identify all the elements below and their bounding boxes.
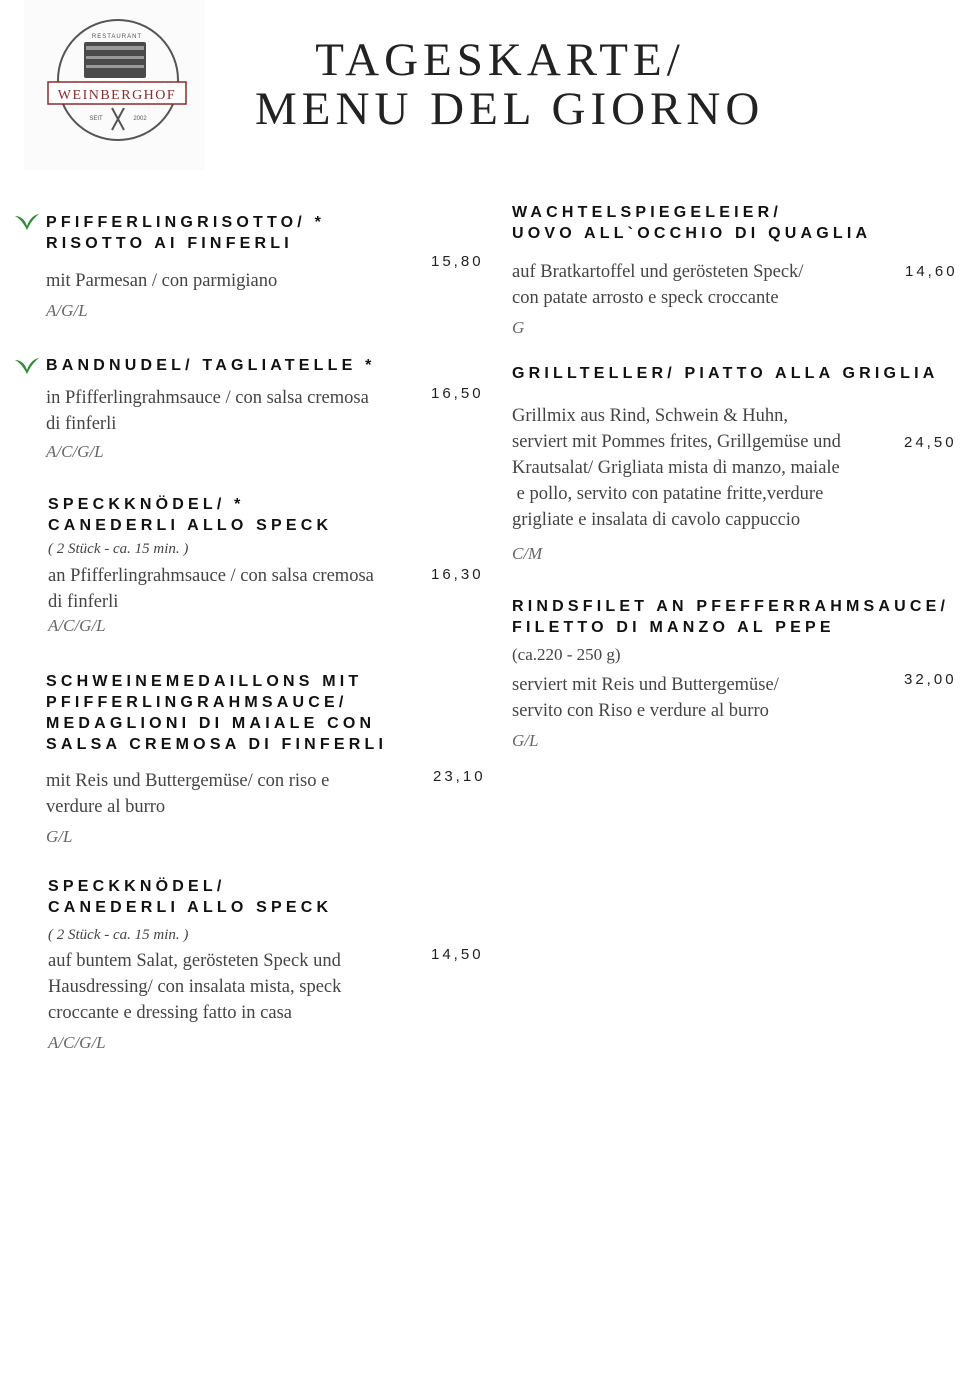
item-description: con patate arrosto e speck croccante [512, 288, 779, 308]
item-allergens: A/C/G/L [48, 616, 106, 635]
item-price: 14,50 [431, 946, 484, 963]
menu-item-grillteller [512, 363, 939, 565]
item-name: PFIFFERLINGRAHMSAUCE/ [46, 694, 348, 711]
menu-item-speckknoedel-salat [48, 876, 341, 1054]
logo-emblem-icon [24, 0, 204, 170]
page-title [255, 34, 765, 135]
item-name: BANDNUDEL/ TAGLIATELLE * [46, 357, 376, 374]
item-name: GRILLTELLER/ PIATTO ALLA GRIGLIA [512, 365, 939, 382]
item-description: Hausdressing/ con insalata mista, speck [48, 977, 342, 997]
menu-item-speckknoedel-sauce [48, 494, 374, 637]
item-note: (ca.220 - 250 g) [512, 645, 621, 664]
item-price: 14,60 [905, 263, 958, 280]
item-description: in Pfifferlingrahmsauce / con salsa cremosa [46, 388, 369, 408]
menu-item-tagliatelle [46, 355, 376, 463]
item-note: ( 2 Stück - ca. 15 min. ) [48, 541, 189, 557]
item-allergens: C/M [512, 544, 543, 563]
item-description: grigliate e insalata di cavolo cappuccio [512, 510, 801, 530]
item-name: FILETTO DI MANZO AL PEPE [512, 619, 835, 636]
item-description: croccante e dressing fatto in casa [48, 1003, 292, 1023]
item-price: 24,50 [904, 434, 957, 451]
item-name: RINDSFILET AN PFEFFERRAHMSAUCE/ [512, 598, 950, 615]
item-description: Krautsalat/ Grigliata mista di manzo, maiale [512, 458, 840, 478]
item-description: auf Bratkartoffel und gerösteten Speck/ [512, 262, 804, 282]
item-description: servito con Riso e verdure al burro [512, 701, 769, 721]
menu-item-wachtelspiegeleier [512, 202, 871, 339]
menu-item-schweinemedaillons [46, 671, 387, 848]
item-name: PFIFFERLINGRISOTTO/ * [46, 214, 326, 231]
restaurant-logo [24, 0, 204, 170]
menu-item-risotto [46, 212, 325, 322]
item-description: an Pfifferlingrahmsauce / con salsa cremosa [48, 566, 374, 586]
menu-item-rindsfilet [512, 596, 949, 752]
item-price: 32,00 [904, 671, 957, 688]
svg-text:WEINBERGHOF: WEINBERGHOF [57, 88, 177, 103]
item-description: mit Reis und Buttergemüse/ con riso e [46, 771, 330, 791]
title-line-1: TAGESKARTE/ [315, 34, 685, 86]
item-name: RISOTTO AI FINFERLI [46, 235, 293, 252]
item-price: 23,10 [433, 768, 486, 785]
item-price: 16,50 [431, 385, 484, 402]
svg-text:RESTAURANT: RESTAURANT [91, 34, 143, 40]
leaf-icon [15, 212, 39, 232]
item-description: di finferli [48, 592, 119, 612]
item-name: SCHWEINEMEDAILLONS MIT [46, 673, 363, 690]
item-name: MEDAGLIONI DI MAIALE CON [46, 715, 376, 732]
item-name: SALSA CREMOSA DI FINFERLI [46, 736, 388, 753]
item-description: serviert mit Pommes frites, Grillgemüse und [512, 432, 841, 452]
item-allergens: G/L [512, 731, 539, 750]
item-allergens: G [512, 318, 525, 337]
item-allergens: A/G/L [46, 301, 88, 320]
svg-text:2002: 2002 [133, 116, 147, 122]
title-line-2: MENU DEL GIORNO [255, 83, 765, 135]
item-name: SPECKKNÖDEL/ * [48, 496, 245, 513]
item-description: auf buntem Salat, gerösteten Speck und [48, 951, 341, 971]
item-note: ( 2 Stück - ca. 15 min. ) [48, 927, 189, 943]
item-description: serviert mit Reis und Buttergemüse/ [512, 675, 779, 695]
item-price: 16,30 [431, 566, 484, 583]
item-name: WACHTELSPIEGELEIER/ [512, 204, 783, 221]
item-allergens: G/L [46, 827, 73, 846]
item-name: UOVO ALL`OCCHIO DI QUAGLIA [512, 225, 872, 242]
item-name: SPECKKNÖDEL/ [48, 878, 226, 895]
item-description: di finferli [46, 414, 117, 434]
item-allergens: A/C/G/L [48, 1033, 106, 1052]
item-price: 15,80 [431, 253, 484, 270]
item-name: CANEDERLI ALLO SPECK [48, 899, 333, 916]
item-allergens: A/C/G/L [46, 442, 104, 461]
item-description: verdure al burro [46, 797, 166, 817]
item-description: Grillmix aus Rind, Schwein & Huhn, [512, 406, 788, 426]
item-description: mit Parmesan / con parmigiano [46, 271, 278, 291]
item-description: e pollo, servito con patatine fritte,verdure [512, 484, 824, 504]
svg-text:SEIT: SEIT [89, 116, 103, 122]
item-name: CANEDERLI ALLO SPECK [48, 517, 333, 534]
leaf-icon [15, 356, 39, 376]
